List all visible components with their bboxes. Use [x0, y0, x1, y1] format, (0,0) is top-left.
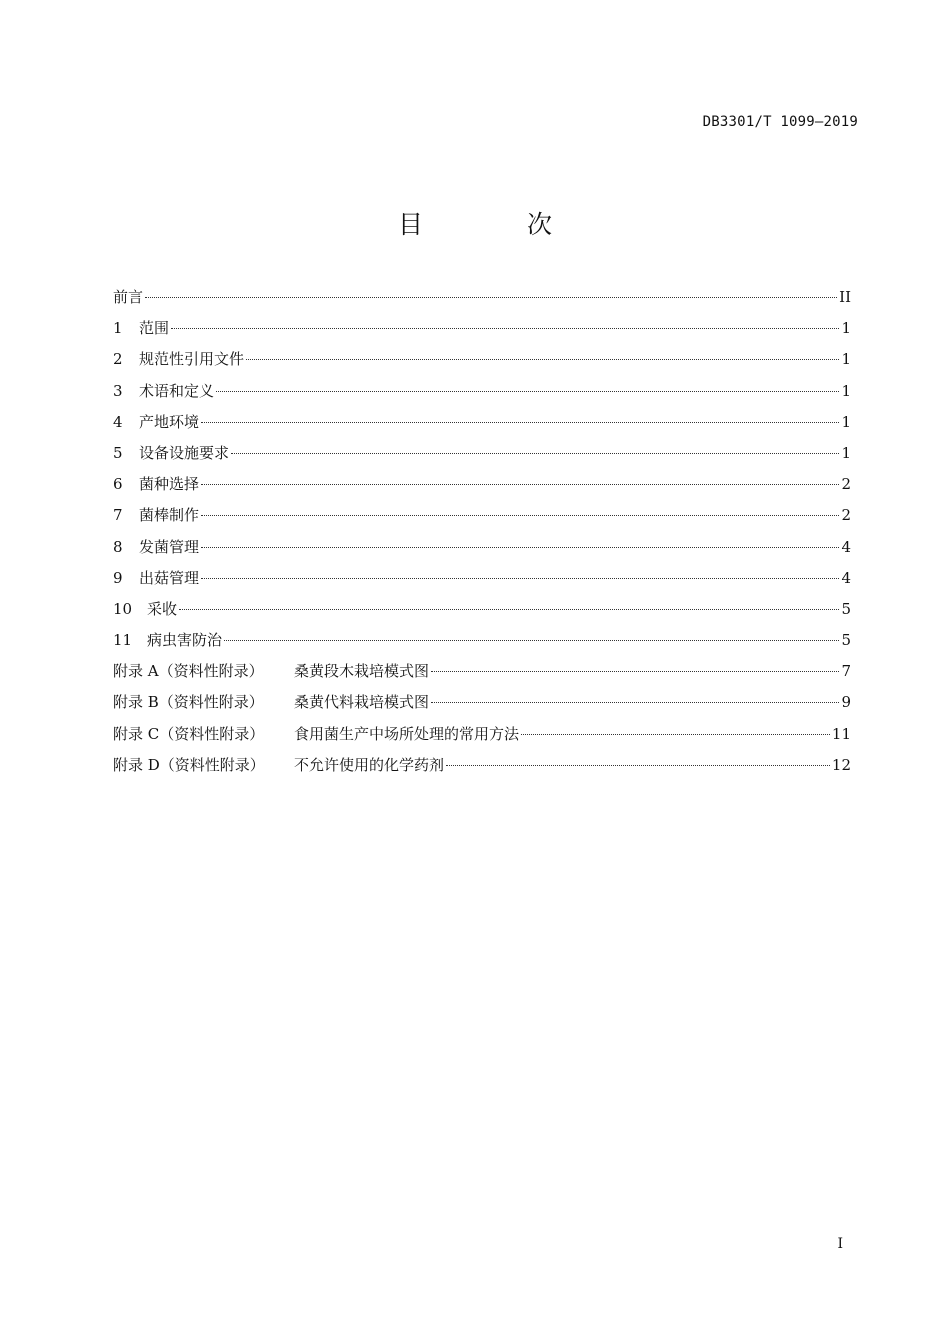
toc-entry[interactable]: [113, 754, 851, 785]
toc-dot-leader: [231, 453, 839, 454]
toc-entry-title: 不允许使用的化学药剂: [294, 755, 445, 774]
toc-entry[interactable]: [113, 442, 851, 473]
toc-dot-leader: [446, 765, 830, 766]
toc-entry-title: 菌棒制作: [139, 506, 200, 525]
toc-entry-number: 7: [113, 506, 123, 525]
toc-entry-number: 9: [113, 568, 123, 587]
toc-entry-title: 发菌管理: [139, 537, 200, 556]
toc-dot-leader: [224, 640, 839, 641]
toc-entry-title: 范围: [139, 319, 170, 338]
toc-entry-page: 2: [841, 475, 851, 494]
toc-entry-number: 6: [113, 475, 123, 494]
toc-entry-page: 7: [841, 662, 851, 681]
document-code: DB3301/T 1099—2019: [702, 114, 858, 130]
toc-entry[interactable]: [113, 473, 851, 504]
toc-entry-page: 12: [831, 755, 851, 774]
toc-dot-leader: [246, 359, 839, 360]
toc-entry[interactable]: [113, 660, 851, 691]
toc-entry[interactable]: [113, 536, 851, 567]
toc-entry-page: 1: [841, 350, 851, 369]
toc-entry-page: 2: [841, 506, 851, 525]
toc-entry-number: 11: [113, 631, 133, 650]
toc-entry[interactable]: [113, 504, 851, 535]
toc-entry-page: 1: [841, 319, 851, 338]
toc-entry-page: 1: [841, 443, 851, 462]
toc-entry-number: 1: [113, 319, 123, 338]
toc-entry[interactable]: [113, 286, 851, 317]
toc-entry-title: 前言: [113, 288, 144, 306]
toc-entry-title: 规范性引用文件: [139, 350, 245, 369]
toc-entry[interactable]: [113, 691, 851, 722]
toc-entry-title: 出菇管理: [139, 568, 200, 587]
toc-dot-leader: [201, 422, 839, 423]
table-of-contents: [113, 286, 851, 785]
toc-dot-leader: [201, 547, 839, 548]
toc-entry[interactable]: [113, 317, 851, 348]
toc-entry-title: 术语和定义: [139, 381, 215, 400]
toc-title: 目 次: [398, 210, 600, 239]
toc-entry[interactable]: [113, 598, 851, 629]
toc-entry-number: 5: [113, 443, 123, 462]
toc-dot-leader: [201, 578, 839, 579]
toc-entry-annex-prefix: 附录 B（资料性附录）: [113, 693, 264, 712]
toc-entry-number: 2: [113, 350, 123, 369]
toc-entry-annex-prefix: 附录 A（资料性附录）: [113, 662, 264, 681]
toc-entry-number: 8: [113, 537, 123, 556]
toc-entry-number: 10: [113, 599, 133, 618]
toc-dot-leader: [145, 297, 837, 298]
toc-entry-page: 4: [841, 537, 851, 556]
toc-entry-title: 菌种选择: [139, 475, 200, 494]
toc-dot-leader: [431, 671, 839, 672]
toc-entry-page: 1: [841, 412, 851, 431]
toc-entry-title: 采收: [147, 599, 178, 618]
toc-entry-annex-prefix: 附录 C（资料性附录）: [113, 724, 265, 743]
toc-dot-leader: [201, 515, 839, 516]
toc-entry-page: 9: [841, 693, 851, 712]
toc-entry-title: 桑黄段木栽培模式图: [294, 662, 430, 681]
toc-entry-title: 产地环境: [139, 412, 200, 431]
toc-entry[interactable]: [113, 380, 851, 411]
toc-entry-number: 3: [113, 381, 123, 400]
toc-entry[interactable]: [113, 629, 851, 660]
toc-entry-title: 食用菌生产中场所处理的常用方法: [294, 724, 520, 743]
page-number: I: [837, 1236, 843, 1252]
toc-entry-page: 11: [831, 724, 851, 743]
toc-dot-leader: [431, 702, 839, 703]
toc-entry[interactable]: [113, 567, 851, 598]
toc-dot-leader: [171, 328, 839, 329]
toc-entry[interactable]: [113, 348, 851, 379]
toc-entry-page: 1: [841, 381, 851, 400]
toc-entry-title: 设备设施要求: [139, 443, 230, 462]
toc-entry[interactable]: [113, 723, 851, 754]
toc-dot-leader: [216, 391, 839, 392]
toc-dot-leader: [179, 609, 839, 610]
toc-entry-page: II: [839, 288, 851, 306]
toc-entry-number: 4: [113, 412, 123, 431]
toc-entry-page: 5: [841, 631, 851, 650]
toc-entry-title: 桑黄代料栽培模式图: [294, 693, 430, 712]
toc-entry-annex-prefix: 附录 D（资料性附录）: [113, 755, 265, 774]
toc-entry-page: 4: [841, 568, 851, 587]
toc-entry-title: 病虫害防治: [147, 631, 223, 650]
toc-entry[interactable]: [113, 411, 851, 442]
toc-dot-leader: [521, 734, 830, 735]
toc-entry-page: 5: [841, 599, 851, 618]
toc-dot-leader: [201, 484, 839, 485]
